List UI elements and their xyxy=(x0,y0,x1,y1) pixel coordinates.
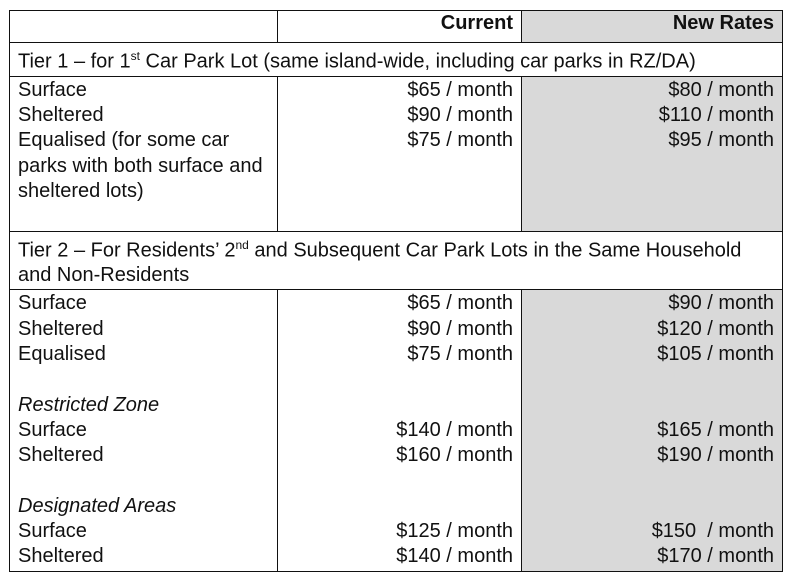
da-new-sheltered: $170 / month xyxy=(657,545,774,568)
da-current-surface: $125 / month xyxy=(396,519,513,542)
spacer xyxy=(286,468,513,493)
tier2-rates-row xyxy=(10,290,783,571)
tier1-current-surface: $65 / month xyxy=(407,78,513,101)
spacer xyxy=(530,494,774,519)
tier2-title xyxy=(10,231,783,290)
tier1-title-row xyxy=(10,43,783,77)
designated-areas-heading: Designated Areas xyxy=(18,494,177,517)
tier2-label-sheltered: Sheltered xyxy=(18,317,104,340)
tier2-current-sheltered: $90 / month xyxy=(407,317,513,340)
header-blank-cell xyxy=(10,11,278,43)
tier2-title-after: and Subsequent Car Park Lots in the Same Household and Non-Residents xyxy=(18,239,742,287)
tier2-title-before: Tier 2 – For Residents’ 2 xyxy=(18,239,236,262)
tier2-new-surface: $90 / month xyxy=(668,292,774,315)
tier2-title-sup: nd xyxy=(235,237,249,252)
rz-current-sheltered: $160 / month xyxy=(396,444,513,467)
tier2-new-equalised: $105 / month xyxy=(657,342,774,365)
rz-label-sheltered: Sheltered xyxy=(18,444,104,467)
tier2-label-equalised: Equalised xyxy=(18,342,106,365)
header-current: Current xyxy=(278,11,522,43)
spacer xyxy=(18,468,269,493)
spacer xyxy=(530,468,774,493)
tier1-title-after: Car Park Lot (same island-wide, including car parks in RZ/DA) xyxy=(139,50,696,73)
tier1-current-equalised: $75 / month xyxy=(407,129,513,152)
spacer xyxy=(18,367,269,392)
tier1-rates-row xyxy=(10,76,783,231)
tier2-new-sheltered: $120 / month xyxy=(657,317,774,340)
tier1-new-sheltered: $110 / month xyxy=(658,103,774,126)
header-new-rates: New Rates xyxy=(522,11,783,43)
parking-rates-table xyxy=(9,10,783,572)
tier1-title-before: Tier 1 – for 1 xyxy=(18,50,131,73)
spacer xyxy=(286,393,513,418)
tier2-current-values xyxy=(278,290,522,571)
tier2-current-equalised: $75 / month xyxy=(407,342,513,365)
rz-current-surface: $140 / month xyxy=(396,418,513,441)
tier2-current-surface: $65 / month xyxy=(407,292,513,315)
tier1-label-surface: Surface xyxy=(18,78,87,101)
tier1-labels xyxy=(10,76,278,231)
spacer xyxy=(286,494,513,519)
tier2-labels xyxy=(10,290,278,571)
da-new-surface: $150 / month xyxy=(651,519,774,542)
spacer xyxy=(286,367,513,392)
header-row xyxy=(10,11,783,43)
da-label-surface: Surface xyxy=(18,519,87,542)
rz-label-surface: Surface xyxy=(18,418,87,441)
da-current-sheltered: $140 / month xyxy=(396,545,513,568)
tier1-current-sheltered: $90 / month xyxy=(407,103,513,126)
tier1-label-equalised: Equalised (for some car parks with both surface and sheltered lots) xyxy=(18,129,263,202)
tier1-title-sup: st xyxy=(130,49,140,63)
da-label-sheltered: Sheltered xyxy=(18,545,104,568)
tier1-new-values xyxy=(522,76,783,231)
tier1-new-surface: $80 / month xyxy=(668,78,774,101)
tier1-current-values xyxy=(278,76,522,231)
spacer xyxy=(530,367,774,392)
restricted-zone-heading: Restricted Zone xyxy=(18,393,160,416)
tier1-label-sheltered: Sheltered xyxy=(18,103,104,126)
tier2-title-row xyxy=(10,231,783,290)
spacer xyxy=(530,393,774,418)
tier2-label-surface: Surface xyxy=(18,292,87,315)
rz-new-sheltered: $190 / month xyxy=(657,444,774,467)
rz-new-surface: $165 / month xyxy=(657,418,774,441)
tier1-new-equalised: $95 / month xyxy=(668,129,774,152)
tier1-title xyxy=(10,43,783,77)
tier2-new-values xyxy=(522,290,783,571)
